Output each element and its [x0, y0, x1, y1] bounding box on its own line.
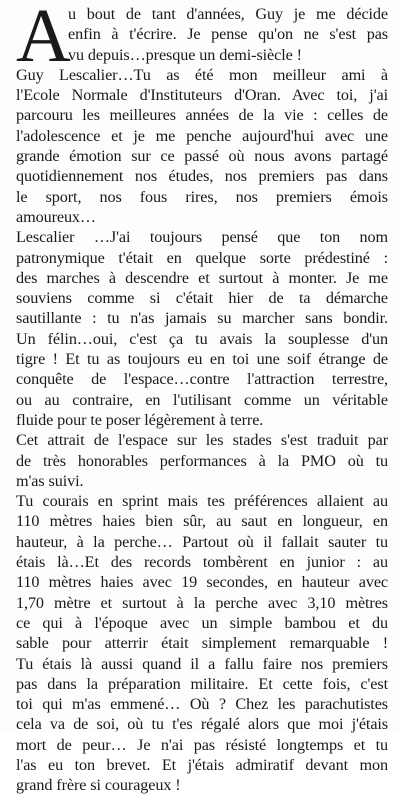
text-line: l'adolescence et je me penche aujourd'hui avec une — [16, 126, 388, 145]
text-line: Guy Lescalier…Tu as été mon meilleur ami à — [16, 65, 388, 84]
text-line: Cet attrait de l'espace sur les stades s'est traduit par — [16, 431, 388, 450]
text-line: Tu étais là aussi quand il a fallu faire nos premiers — [16, 654, 388, 673]
text-line: cela va de soi, où tu t'es régalé alors que moi j'étais — [16, 715, 388, 734]
text-line: enfin à t'écrire. Je pense qu'on ne s'est pas — [68, 25, 388, 44]
text-line: sautillante : tu n'as jamais su marcher sans bondir. — [16, 309, 388, 328]
text-line: pas dans la préparation militaire. Et cette fois, c'est — [16, 674, 388, 693]
text-line: ou au contraire, en l'utilisant comme un véritable — [16, 390, 388, 409]
text-line: grand frère si courageux ! — [16, 776, 181, 795]
text-line: grande émotion sur ce passé où nous avons partagé — [16, 147, 388, 166]
text-line: étais là…Et des records tombèrent en junior : au — [16, 553, 388, 572]
text-line: conquête de l'espace…contre l'attraction terrestre, — [16, 370, 388, 389]
text-line: fluide pour te poser légèrement à terre. — [16, 410, 264, 429]
text-line: l'as eu ton brevet. Et j'étais admiratif devant mon — [16, 755, 388, 774]
text-line: Tu courais en sprint mais tes préférences allaient au — [16, 492, 388, 511]
text-line: le sport, nos fous rires, nos premiers émois — [16, 187, 388, 206]
text-line: tigre ! Et tu as toujours eu en toi une soif étrange de — [16, 350, 388, 369]
text-line: patronymique t'était en quelque sorte prédestiné : — [16, 248, 388, 267]
text-line: parcouru les meilleures années de la vie : celles de — [16, 106, 388, 125]
text-line: des marches à descendre et surtout à monter. Je me — [16, 268, 388, 287]
text-line: mort de peur… Je n'ai pas résisté longtemps et tu — [16, 735, 388, 754]
letter-text — [16, 0, 388, 796]
body-paragraphs — [16, 65, 388, 796]
text-line: 110 mètres haies bien sûr, au saut en longueur, en — [16, 512, 388, 531]
drop-cap-letter: A — [16, 0, 71, 78]
text-line: l'Ecole Normale d'Instituteurs d'Oran. Avec toi, j'ai — [16, 86, 388, 105]
text-line: hauteur, à la perche… Partout où il fallait sauter tu — [16, 532, 388, 551]
text-line: amoureux… — [16, 207, 97, 226]
text-line: vu depuis…presque un demi-siècle ! — [68, 45, 302, 64]
text-line: toi qui m'as emmené… Où ? Chez les parachutistes — [16, 695, 388, 714]
text-line: de très honorables performances à la PMO où tu — [16, 451, 388, 470]
text-line: Lescalier …J'ai toujours pensé que ton nom — [16, 228, 388, 247]
text-line: 110 mètres haies avec 19 secondes, en hauteur avec — [16, 573, 388, 592]
text-line: Un félin…oui, c'est ça tu avais la souplesse d'un — [16, 329, 388, 348]
text-line: quotidiennement nos études, nos premiers pas dans — [16, 167, 388, 186]
text-line: sable pour atterrir était simplement remarquable ! — [16, 634, 388, 653]
text-line: ce qui à l'époque avec un simple bambou et du — [16, 613, 388, 632]
text-line: 1,70 mètre et surtout à la perche avec 3,10 mètres — [16, 593, 388, 612]
text-line: m'as suivi. — [16, 471, 84, 490]
text-line: u bout de tant d'années, Guy je me décide — [68, 5, 388, 23]
text-line: souviens comme si c'était hier de ta démarche — [16, 289, 388, 308]
